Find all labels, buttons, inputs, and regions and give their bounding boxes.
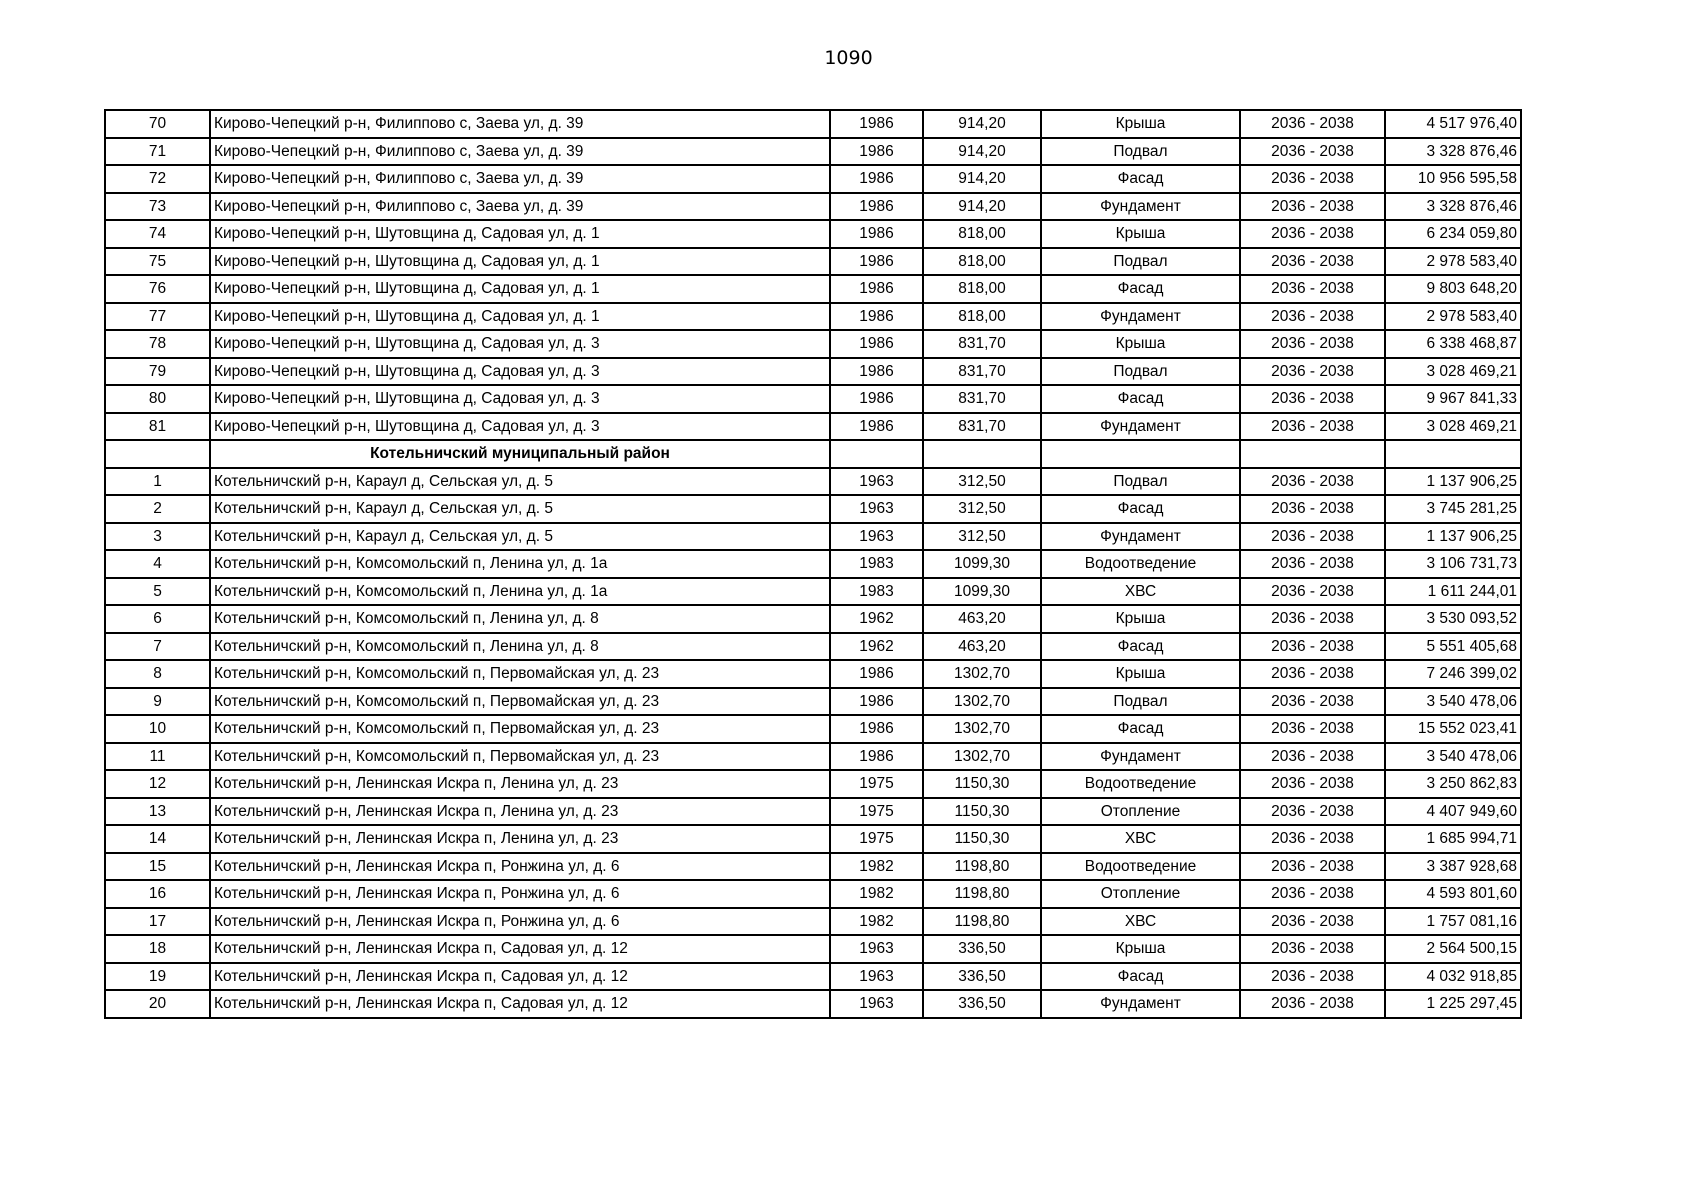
cost-cell: 9 803 648,20 [1385, 275, 1521, 303]
address-cell: Котельничский р-н, Ленинская Искра п, Садовая ул, д. 12 [210, 935, 830, 963]
period-cell: 2036 - 2038 [1240, 413, 1385, 441]
address-cell: Кирово-Чепецкий р-н, Шутовщина д, Садовая ул, д. 1 [210, 303, 830, 331]
cost-cell: 1 137 906,25 [1385, 468, 1521, 496]
row-number-cell: 16 [105, 880, 210, 908]
work-type-cell: ХВС [1041, 578, 1240, 606]
build-year-cell: 1986 [830, 413, 923, 441]
address-cell: Котельничский р-н, Комсомольский п, Ленина ул, д. 1а [210, 578, 830, 606]
row-number-cell: 6 [105, 605, 210, 633]
build-year-cell: 1963 [830, 963, 923, 991]
cost-cell: 4 032 918,85 [1385, 963, 1521, 991]
work-type-cell: Фасад [1041, 275, 1240, 303]
work-type-cell: Фасад [1041, 165, 1240, 193]
cost-cell: 1 225 297,45 [1385, 990, 1521, 1018]
row-number-cell: 3 [105, 523, 210, 551]
build-year-cell: 1986 [830, 358, 923, 386]
cost-cell: 1 685 994,71 [1385, 825, 1521, 853]
period-cell: 2036 - 2038 [1240, 165, 1385, 193]
empty-cell [1240, 440, 1385, 468]
period-cell: 2036 - 2038 [1240, 523, 1385, 551]
cost-cell: 15 552 023,41 [1385, 715, 1521, 743]
address-cell: Кирово-Чепецкий р-н, Шутовщина д, Садовая ул, д. 3 [210, 385, 830, 413]
build-year-cell: 1986 [830, 220, 923, 248]
section-header-row [105, 440, 1521, 468]
period-cell: 2036 - 2038 [1240, 550, 1385, 578]
period-cell: 2036 - 2038 [1240, 385, 1385, 413]
area-cell: 831,70 [923, 358, 1041, 386]
table-row [105, 605, 1521, 633]
row-number-cell: 7 [105, 633, 210, 661]
address-cell: Котельничский р-н, Караул д, Сельская ул, д. 5 [210, 468, 830, 496]
row-number-cell: 17 [105, 908, 210, 936]
address-cell: Котельничский р-н, Караул д, Сельская ул, д. 5 [210, 495, 830, 523]
area-cell: 463,20 [923, 633, 1041, 661]
work-type-cell: Фундамент [1041, 523, 1240, 551]
period-cell: 2036 - 2038 [1240, 633, 1385, 661]
row-number-cell: 78 [105, 330, 210, 358]
build-year-cell: 1983 [830, 550, 923, 578]
area-cell: 914,20 [923, 193, 1041, 221]
address-cell: Котельничский р-н, Ленинская Искра п, Ронжина ул, д. 6 [210, 853, 830, 881]
period-cell: 2036 - 2038 [1240, 138, 1385, 166]
work-type-cell: Крыша [1041, 110, 1240, 138]
table-row [105, 468, 1521, 496]
work-type-cell: Фасад [1041, 495, 1240, 523]
area-cell: 914,20 [923, 138, 1041, 166]
empty-cell [830, 440, 923, 468]
work-type-cell: Фасад [1041, 963, 1240, 991]
area-cell: 336,50 [923, 990, 1041, 1018]
table-row [105, 578, 1521, 606]
address-cell: Кирово-Чепецкий р-н, Шутовщина д, Садовая ул, д. 3 [210, 413, 830, 441]
area-cell: 818,00 [923, 275, 1041, 303]
work-type-cell: Крыша [1041, 605, 1240, 633]
table-row [105, 853, 1521, 881]
cost-cell: 6 338 468,87 [1385, 330, 1521, 358]
area-cell: 1198,80 [923, 908, 1041, 936]
area-cell: 831,70 [923, 330, 1041, 358]
period-cell: 2036 - 2038 [1240, 743, 1385, 771]
period-cell: 2036 - 2038 [1240, 468, 1385, 496]
work-type-cell: Водоотведение [1041, 853, 1240, 881]
table-row [105, 880, 1521, 908]
build-year-cell: 1962 [830, 633, 923, 661]
cost-cell: 10 956 595,58 [1385, 165, 1521, 193]
build-year-cell: 1975 [830, 798, 923, 826]
work-type-cell: Подвал [1041, 138, 1240, 166]
period-cell: 2036 - 2038 [1240, 495, 1385, 523]
row-number-cell: 13 [105, 798, 210, 826]
address-cell: Котельничский р-н, Комсомольский п, Первомайская ул, д. 23 [210, 715, 830, 743]
repair-schedule-table [104, 109, 1522, 1019]
period-cell: 2036 - 2038 [1240, 358, 1385, 386]
area-cell: 336,50 [923, 935, 1041, 963]
row-number-cell: 19 [105, 963, 210, 991]
table-row [105, 110, 1521, 138]
period-cell: 2036 - 2038 [1240, 798, 1385, 826]
address-cell: Кирово-Чепецкий р-н, Шутовщина д, Садовая ул, д. 1 [210, 220, 830, 248]
row-number-cell: 80 [105, 385, 210, 413]
table-row [105, 385, 1521, 413]
table-row [105, 715, 1521, 743]
area-cell: 312,50 [923, 468, 1041, 496]
build-year-cell: 1975 [830, 770, 923, 798]
table-row [105, 193, 1521, 221]
cost-cell: 2 978 583,40 [1385, 303, 1521, 331]
table-row [105, 688, 1521, 716]
row-number-cell: 70 [105, 110, 210, 138]
cost-cell: 3 028 469,21 [1385, 358, 1521, 386]
table-row [105, 825, 1521, 853]
area-cell: 1302,70 [923, 715, 1041, 743]
address-cell: Котельничский р-н, Ленинская Искра п, Ленина ул, д. 23 [210, 825, 830, 853]
address-cell: Котельничский р-н, Комсомольский п, Ленина ул, д. 8 [210, 633, 830, 661]
row-number-cell: 10 [105, 715, 210, 743]
build-year-cell: 1963 [830, 523, 923, 551]
address-cell: Котельничский р-н, Ленинская Искра п, Ронжина ул, д. 6 [210, 908, 830, 936]
build-year-cell: 1986 [830, 303, 923, 331]
work-type-cell: Отопление [1041, 798, 1240, 826]
cost-cell: 3 530 093,52 [1385, 605, 1521, 633]
area-cell: 818,00 [923, 303, 1041, 331]
address-cell: Котельничский р-н, Ленинская Искра п, Ленина ул, д. 23 [210, 798, 830, 826]
cost-cell: 3 540 478,06 [1385, 743, 1521, 771]
area-cell: 914,20 [923, 165, 1041, 193]
address-cell: Котельничский р-н, Ленинская Искра п, Садовая ул, д. 12 [210, 990, 830, 1018]
empty-cell [923, 440, 1041, 468]
cost-cell: 6 234 059,80 [1385, 220, 1521, 248]
address-cell: Котельничский р-н, Комсомольский п, Ленина ул, д. 8 [210, 605, 830, 633]
period-cell: 2036 - 2038 [1240, 303, 1385, 331]
row-number-cell: 18 [105, 935, 210, 963]
build-year-cell: 1986 [830, 275, 923, 303]
area-cell: 914,20 [923, 110, 1041, 138]
cost-cell: 3 028 469,21 [1385, 413, 1521, 441]
cost-cell: 5 551 405,68 [1385, 633, 1521, 661]
build-year-cell: 1986 [830, 715, 923, 743]
area-cell: 1302,70 [923, 660, 1041, 688]
build-year-cell: 1963 [830, 935, 923, 963]
cost-cell: 4 593 801,60 [1385, 880, 1521, 908]
address-cell: Кирово-Чепецкий р-н, Филиппово с, Заева ул, д. 39 [210, 193, 830, 221]
period-cell: 2036 - 2038 [1240, 963, 1385, 991]
build-year-cell: 1986 [830, 110, 923, 138]
build-year-cell: 1982 [830, 908, 923, 936]
work-type-cell: Подвал [1041, 688, 1240, 716]
table-row [105, 990, 1521, 1018]
build-year-cell: 1982 [830, 880, 923, 908]
row-number-cell: 73 [105, 193, 210, 221]
cost-cell: 1 757 081,16 [1385, 908, 1521, 936]
row-number-cell: 1 [105, 468, 210, 496]
area-cell: 312,50 [923, 495, 1041, 523]
table-row [105, 495, 1521, 523]
row-number-cell: 14 [105, 825, 210, 853]
work-type-cell: Крыша [1041, 935, 1240, 963]
area-cell: 1302,70 [923, 743, 1041, 771]
build-year-cell: 1962 [830, 605, 923, 633]
table-row [105, 413, 1521, 441]
period-cell: 2036 - 2038 [1240, 990, 1385, 1018]
row-number-cell: 81 [105, 413, 210, 441]
period-cell: 2036 - 2038 [1240, 578, 1385, 606]
work-type-cell: Отопление [1041, 880, 1240, 908]
table-row [105, 963, 1521, 991]
build-year-cell: 1986 [830, 743, 923, 771]
build-year-cell: 1986 [830, 138, 923, 166]
work-type-cell: Водоотведение [1041, 770, 1240, 798]
work-type-cell: Фундамент [1041, 413, 1240, 441]
period-cell: 2036 - 2038 [1240, 825, 1385, 853]
address-cell: Котельничский р-н, Комсомольский п, Первомайская ул, д. 23 [210, 660, 830, 688]
row-number-cell: 4 [105, 550, 210, 578]
work-type-cell: Водоотведение [1041, 550, 1240, 578]
area-cell: 818,00 [923, 248, 1041, 276]
work-type-cell: Фасад [1041, 633, 1240, 661]
table-row [105, 358, 1521, 386]
build-year-cell: 1963 [830, 495, 923, 523]
work-type-cell: Крыша [1041, 660, 1240, 688]
work-type-cell: Фундамент [1041, 193, 1240, 221]
work-type-cell: Подвал [1041, 358, 1240, 386]
build-year-cell: 1986 [830, 385, 923, 413]
row-number-cell: 71 [105, 138, 210, 166]
table-row [105, 908, 1521, 936]
cost-cell: 2 978 583,40 [1385, 248, 1521, 276]
build-year-cell: 1986 [830, 330, 923, 358]
table-row [105, 138, 1521, 166]
build-year-cell: 1963 [830, 990, 923, 1018]
row-number-cell: 76 [105, 275, 210, 303]
period-cell: 2036 - 2038 [1240, 275, 1385, 303]
work-type-cell: Крыша [1041, 220, 1240, 248]
address-cell: Котельничский р-н, Ленинская Искра п, Ленина ул, д. 23 [210, 770, 830, 798]
period-cell: 2036 - 2038 [1240, 880, 1385, 908]
build-year-cell: 1963 [830, 468, 923, 496]
area-cell: 1150,30 [923, 825, 1041, 853]
table-row [105, 660, 1521, 688]
address-cell: Кирово-Чепецкий р-н, Филиппово с, Заева ул, д. 39 [210, 165, 830, 193]
row-number-cell: 74 [105, 220, 210, 248]
work-type-cell: Фундамент [1041, 303, 1240, 331]
cost-cell: 9 967 841,33 [1385, 385, 1521, 413]
work-type-cell: Фундамент [1041, 743, 1240, 771]
cost-cell: 1 611 244,01 [1385, 578, 1521, 606]
table-row [105, 798, 1521, 826]
period-cell: 2036 - 2038 [1240, 193, 1385, 221]
build-year-cell: 1986 [830, 688, 923, 716]
period-cell: 2036 - 2038 [1240, 770, 1385, 798]
address-cell: Кирово-Чепецкий р-н, Шутовщина д, Садовая ул, д. 3 [210, 358, 830, 386]
work-type-cell: Подвал [1041, 468, 1240, 496]
address-cell: Кирово-Чепецкий р-н, Шутовщина д, Садовая ул, д. 1 [210, 248, 830, 276]
table-row [105, 220, 1521, 248]
row-number-cell: 12 [105, 770, 210, 798]
table-row [105, 550, 1521, 578]
table-row [105, 248, 1521, 276]
row-number-cell: 15 [105, 853, 210, 881]
cost-cell: 3 328 876,46 [1385, 193, 1521, 221]
table-row [105, 275, 1521, 303]
area-cell: 818,00 [923, 220, 1041, 248]
address-cell: Котельничский р-н, Караул д, Сельская ул, д. 5 [210, 523, 830, 551]
build-year-cell: 1986 [830, 165, 923, 193]
period-cell: 2036 - 2038 [1240, 110, 1385, 138]
area-cell: 1150,30 [923, 798, 1041, 826]
area-cell: 312,50 [923, 523, 1041, 551]
row-number-cell: 9 [105, 688, 210, 716]
cost-cell: 2 564 500,15 [1385, 935, 1521, 963]
area-cell: 1302,70 [923, 688, 1041, 716]
empty-cell [105, 440, 210, 468]
row-number-cell: 20 [105, 990, 210, 1018]
cost-cell: 3 250 862,83 [1385, 770, 1521, 798]
empty-cell [1385, 440, 1521, 468]
row-number-cell: 8 [105, 660, 210, 688]
table-row [105, 165, 1521, 193]
work-type-cell: Фасад [1041, 715, 1240, 743]
area-cell: 831,70 [923, 413, 1041, 441]
table-body [105, 110, 1521, 1018]
period-cell: 2036 - 2038 [1240, 715, 1385, 743]
row-number-cell: 5 [105, 578, 210, 606]
row-number-cell: 79 [105, 358, 210, 386]
cost-cell: 3 328 876,46 [1385, 138, 1521, 166]
build-year-cell: 1986 [830, 660, 923, 688]
cost-cell: 4 407 949,60 [1385, 798, 1521, 826]
period-cell: 2036 - 2038 [1240, 330, 1385, 358]
area-cell: 1099,30 [923, 578, 1041, 606]
address-cell: Кирово-Чепецкий р-н, Шутовщина д, Садовая ул, д. 3 [210, 330, 830, 358]
work-type-cell: ХВС [1041, 825, 1240, 853]
address-cell: Котельничский р-н, Комсомольский п, Первомайская ул, д. 23 [210, 743, 830, 771]
cost-cell: 3 540 478,06 [1385, 688, 1521, 716]
period-cell: 2036 - 2038 [1240, 220, 1385, 248]
row-number-cell: 2 [105, 495, 210, 523]
address-cell: Котельничский р-н, Ленинская Искра п, Садовая ул, д. 12 [210, 963, 830, 991]
area-cell: 1198,80 [923, 853, 1041, 881]
address-cell: Котельничский р-н, Комсомольский п, Ленина ул, д. 1а [210, 550, 830, 578]
build-year-cell: 1986 [830, 248, 923, 276]
table-row [105, 935, 1521, 963]
cost-cell: 3 745 281,25 [1385, 495, 1521, 523]
cost-cell: 1 137 906,25 [1385, 523, 1521, 551]
table-row [105, 303, 1521, 331]
row-number-cell: 77 [105, 303, 210, 331]
page-number: 1090 [824, 47, 873, 69]
work-type-cell: Фасад [1041, 385, 1240, 413]
address-cell: Кирово-Чепецкий р-н, Филиппово с, Заева ул, д. 39 [210, 110, 830, 138]
area-cell: 1150,30 [923, 770, 1041, 798]
row-number-cell: 75 [105, 248, 210, 276]
build-year-cell: 1983 [830, 578, 923, 606]
cost-cell: 4 517 976,40 [1385, 110, 1521, 138]
address-cell: Котельничский р-н, Комсомольский п, Первомайская ул, д. 23 [210, 688, 830, 716]
period-cell: 2036 - 2038 [1240, 853, 1385, 881]
period-cell: 2036 - 2038 [1240, 688, 1385, 716]
area-cell: 1198,80 [923, 880, 1041, 908]
table-row [105, 633, 1521, 661]
address-cell: Кирово-Чепецкий р-н, Шутовщина д, Садовая ул, д. 1 [210, 275, 830, 303]
cost-cell: 3 387 928,68 [1385, 853, 1521, 881]
period-cell: 2036 - 2038 [1240, 935, 1385, 963]
table-row [105, 770, 1521, 798]
period-cell: 2036 - 2038 [1240, 908, 1385, 936]
area-cell: 336,50 [923, 963, 1041, 991]
period-cell: 2036 - 2038 [1240, 660, 1385, 688]
table-row [105, 330, 1521, 358]
empty-cell [1041, 440, 1240, 468]
work-type-cell: ХВС [1041, 908, 1240, 936]
address-cell: Котельничский р-н, Ленинская Искра п, Ронжина ул, д. 6 [210, 880, 830, 908]
row-number-cell: 72 [105, 165, 210, 193]
area-cell: 831,70 [923, 385, 1041, 413]
period-cell: 2036 - 2038 [1240, 248, 1385, 276]
row-number-cell: 11 [105, 743, 210, 771]
area-cell: 1099,30 [923, 550, 1041, 578]
address-cell: Кирово-Чепецкий р-н, Филиппово с, Заева ул, д. 39 [210, 138, 830, 166]
table-row [105, 743, 1521, 771]
work-type-cell: Крыша [1041, 330, 1240, 358]
section-title: Котельничский муниципальный район [210, 440, 830, 468]
period-cell: 2036 - 2038 [1240, 605, 1385, 633]
work-type-cell: Подвал [1041, 248, 1240, 276]
table-row [105, 523, 1521, 551]
work-type-cell: Фундамент [1041, 990, 1240, 1018]
build-year-cell: 1982 [830, 853, 923, 881]
cost-cell: 3 106 731,73 [1385, 550, 1521, 578]
area-cell: 463,20 [923, 605, 1041, 633]
build-year-cell: 1986 [830, 193, 923, 221]
cost-cell: 7 246 399,02 [1385, 660, 1521, 688]
build-year-cell: 1975 [830, 825, 923, 853]
